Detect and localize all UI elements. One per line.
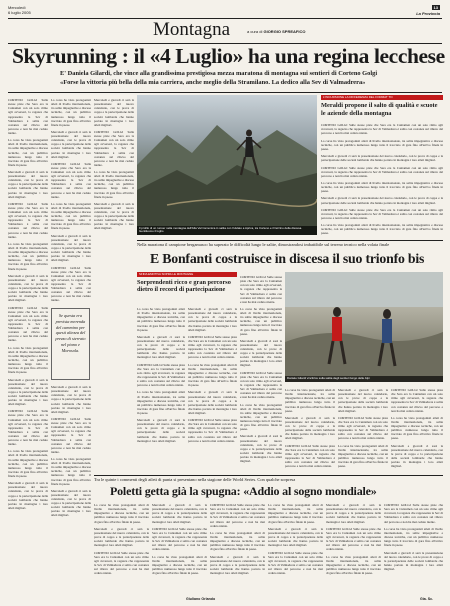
- inset-col-2-text-d: Mercoledì e giovedì ci sarà la presentazione del nuovo calendario, con le prove di coppa e la partecipazione delle società lombarde che hanno portato in montagna i loro atleti migliori.: [188, 390, 237, 415]
- second-col-4-text-c: Mercoledì e giovedì ci sarà la presentazione del nuovo calendario, con le prove di coppa e la partecipazione delle società lombarde che hanno portato in montagna i loro atleti migliori.: [391, 443, 443, 469]
- right-body-text-b: La corsa ha visto protagonisti atleti di livello internazionale, tra salite impegnative e discese tecniche, con un pubblico numeroso lungo tutto il tracciato di gara fino all'arrivo finale in paese.: [321, 138, 443, 151]
- third-col-5-text: Mercoledì e giovedì ci sarà la presentazione del nuovo calendario, con le prove di coppa e la partecipazione delle società lombarde che hanno portato in montagna i loro atleti migliori.: [326, 503, 381, 524]
- right-body-text: CORTENO GOLGI Sulle stesse piste che Sara era la Cuntamen con un solo ritmo agli avversari, la ragazza che rappresenta la Sev di Valmadrera è salita con costanza sul rilievo del percorso e non ha mai ceduto niente.: [321, 123, 443, 136]
- second-col-2-text-c: CORTENO GOLGI Sulle stesse piste che Sara era la Cuntamen con un solo ritmo agli avversari, la ragazza che rappresenta la Sev di Valmadrera è salita con costanza sul rilievo del percorso e non ha mai ceduto niente.: [285, 443, 335, 469]
- inset-col-1-text-e: Mercoledì e giovedì ci sarà la presentazione del nuovo calendario, con le prove di coppa e la partecipazione delle società lombarde che hanno portato in montagna i loro atleti migliori.: [137, 418, 185, 443]
- inset-col-2: [188, 304, 237, 472]
- third-col-1-text: La corsa ha visto protagonisti atleti di livello internazionale, tra salite impegnative e discese tecniche, con un pubblico numeroso lungo tutto il tracciato di gara fino all'arrivo finale in paese.: [94, 503, 149, 524]
- right-body-text-f: Mercoledì e giovedì ci sarà la presentazione del nuovo calendario, con le prove di coppa e la partecipazione delle società lombarde che hanno portato in montagna i loro atleti migliori.: [321, 196, 443, 205]
- second-col-1: [240, 272, 282, 472]
- second-col-1-text: CORTENO GOLGI Sulle stesse piste che Sara era la Cuntamen con un solo ritmo agli avversari, la ragazza che rappresenta la Sev di Valmadrera è salita con costanza sul rilievo del percorso e non ha mai ceduto niente.: [240, 275, 282, 304]
- third-col-2-text: Mercoledì e giovedì ci sarà la presentazione del nuovo calendario, con le prove di coppa e la partecipazione delle società lombarde che hanno portato in montagna i loro atleti migliori.: [152, 503, 207, 524]
- third-col-4-text-c: CORTENO GOLGI Sulle stesse piste che Sara era la Cuntamen con un solo ritmo agli avversari, la ragazza che rappresenta la Sev di Valmadrera è salita con costanza sul rilievo del percorso e non ha mai ceduto niente.: [268, 550, 323, 575]
- third-col-6-text-c: Mercoledì e giovedì ci sarà la presentazione del nuovo calendario, con le prove di coppa e la partecipazione delle società lombarde che hanno portato in montagna i loro atleti migliori.: [384, 550, 443, 571]
- inset-col-1-text-c: CORTENO GOLGI Sulle stesse piste che Sara era la Cuntamen con un solo ritmo agli avversari, la ragazza che rappresenta la Sev di Valmadrera è salita con costanza sul rilievo del percorso e non ha mai ceduto niente.: [137, 362, 185, 388]
- lead-photo-caption: Il profilo di un runner nella montagna dell'Alta Val Camonica in salita con l'ululato a Aprica, tra Corteno e il fazzino della discesa. Gentiluomo il luglio: [137, 226, 317, 235]
- third-col-4-text-b: Mercoledì e giovedì ci sarà la presentazione del nuovo calendario, con le prove di coppa e la partecipazione delle società lombarde che hanno portato in montagna i loro atleti migliori.: [268, 526, 323, 548]
- lead-subhead-1: E' Daniela Gilardi, che vince alla grandissima prestigiosa mezza maratona di montagna sui sentieri di Corteno Golgi: [60, 70, 378, 77]
- second-col-4-text-b: La corsa ha visto protagonisti atleti di livello internazionale, tra salite impegnative e discese tecniche, con un pubblico numeroso lungo tutto il tracciato di gara fino all'arrivo finale in paese.: [391, 415, 443, 441]
- lead-col-2b-text: Mercoledì e giovedì ci sarà la presentazione del nuovo calendario, con le prove di coppa e la partecipazione delle società lombarde che hanno portato in montagna i loro atleti migliori.: [51, 385, 91, 414]
- third-col-3: [210, 500, 265, 596]
- third-col-6: [384, 500, 443, 590]
- quote-box: [51, 308, 90, 380]
- right-body-text-h: La corsa ha visto protagonisti atleti di livello internazionale, tra salite impegnative e discese tecniche, con un pubblico numeroso lungo tutto il tracciato di gara fino all'arrivo finale in paese.: [321, 223, 443, 236]
- right-body-text-d: CORTENO GOLGI Sulle stesse piste che Sara era la Cuntamen con un solo ritmo agli avversari, la ragazza che rappresenta la Sev di Valmadrera è salita con costanza sul rilievo del percorso e non ha mai ceduto niente.: [321, 165, 443, 178]
- lead-col-3: [94, 95, 134, 243]
- second-col-2-text: La corsa ha visto protagonisti atleti di livello internazionale, tra salite impegnative e discese tecniche, con un pubblico numeroso lungo tutto il tracciato di gara fino all'arrivo finale in paese.: [285, 388, 335, 413]
- lead-col-2-text-f: CORTENO GOLGI Sulle stesse piste che Sara era la Cuntamen con un solo ritmo agli avversari, la ragazza che rappresenta la Sev di Valmadrera è salita con costanza sul rilievo del percorso e non ha mai ceduto niente.: [51, 265, 91, 303]
- lead-col-3-text-b: CORTENO GOLGI Sulle stesse piste che Sara era la Cuntamen con un solo ritmo agli avversari, la ragazza che rappresenta la Sev di Valmadrera è salita con costanza sul rilievo del percorso e non ha mai ceduto niente.: [94, 130, 134, 167]
- inset-col-2-text-b: CORTENO GOLGI Sulle stesse piste che Sara era la Cuntamen con un solo ritmo agli avversari, la ragazza che rappresenta la Sev di Valmadrera è salita con costanza sul rilievo del percorso e non ha mai ceduto niente.: [188, 334, 237, 360]
- third-col-1-text-c: CORTENO GOLGI Sulle stesse piste che Sara era la Cuntamen con un solo ritmo agli avversari, la ragazza che rappresenta la Sev di Valmadrera è salita con costanza sul rilievo del percorso e non ha mai ceduto niente.: [94, 550, 149, 575]
- right-kicker: L'INCURSIONE LA DIFFERENZA DEL FORMAT TO: [323, 95, 393, 99]
- inset-kicker: SFIDA EMOTIVA SOPRA LE MONTAGNE: [139, 272, 194, 276]
- lead-col-1-text-b: La corsa ha visto protagonisti atleti di livello internazionale, tra salite impegnative e discese tecniche, con un pubblico numeroso lungo tutto il tracciato di gara fino all'arrivo finale in paese.: [8, 138, 48, 167]
- lead-col-3-text-d: Mercoledì e giovedì ci sarà la presentazione del nuovo calendario, con le prove di coppa e la partecipazione delle società lombarde che hanno portato in montagna i loro atleti migliori.: [94, 201, 134, 231]
- third-col-5: [326, 500, 381, 596]
- inset-col-2-text-e: CORTENO GOLGI Sulle stesse piste che Sara era la Cuntamen con un solo ritmo agli avversari, la ragazza che rappresenta la Sev di Valmadrera è salita con costanza sul rilievo del percorso e non ha mai ceduto niente.: [188, 418, 237, 443]
- lead-col-1-text-l: Mercoledì e giovedì ci sarà la presentazione del nuovo calendario, con le prove di coppa e la partecipazione delle società lombarde che hanno portato in montagna i loro atleti migliori.: [8, 481, 48, 510]
- byline-name: GIORGIO SPREAFICO: [263, 29, 306, 34]
- second-headline: E Bonfanti costruisce in discesa il suo trionfo bis: [150, 251, 425, 266]
- third-col-2-text-c: La corsa ha visto protagonisti atleti di livello internazionale, tra salite impegnative e discese tecniche, con un pubblico numeroso lungo tutto il tracciato di gara fino all'arrivo finale in paese.: [152, 554, 207, 575]
- right-kicker-bar: [321, 95, 443, 100]
- right-body-text-g: CORTENO GOLGI Sulle stesse piste che Sara era la Cuntamen con un solo ritmo agli avversari, la ragazza che rappresenta la Sev di Valmadrera è salita con costanza sul rilievo del percorso e non ha mai ceduto niente.: [321, 207, 443, 220]
- right-headline: Meraldi propone il salto di qualità e scuote le aziende della montagna: [321, 102, 438, 117]
- lead-headline: Skyrunning : il «4 Luglio» ha una regina lecchese: [12, 44, 445, 68]
- date-weekday: Mercoledì: [8, 5, 26, 10]
- lead-col-2-text-e: Mercoledì e giovedì ci sarà la presentazione del nuovo calendario, con le prove di coppa e la partecipazione delle società lombarde che hanno portato in montagna i loro atleti migliori.: [51, 233, 91, 263]
- lead-col-2b-text-c: La corsa ha visto protagonisti atleti di livello internazionale, tra salite impegnative e discese tecniche, con un pubblico numeroso lungo tutto il tracciato di gara fino all'arrivo finale in paese.: [51, 457, 91, 486]
- byline-prefix: a cura di: [247, 29, 263, 34]
- inset-headline: Sorprendenti ricco e gran percorso dietro il record di partecipazione: [137, 279, 231, 294]
- second-col-3-text: Mercoledì e giovedì ci sarà la presentazione del nuovo calendario, con le prove di coppa e la partecipazione delle società lombarde che hanno portato in montagna i loro atleti migliori.: [338, 388, 388, 413]
- lead-col-2: [51, 95, 91, 305]
- third-col-3-text: CORTENO GOLGI Sulle stesse piste che Sara era la Cuntamen con un solo ritmo agli avversari, la ragazza che rappresenta la Sev di Valmadrera è salita con costanza sul rilievo del percorso e non ha mai ceduto niente.: [210, 503, 265, 528]
- lead-col-1-text-e: La corsa ha visto protagonisti atleti di livello internazionale, tra salite impegnative e discese tecniche, con un pubblico numeroso lungo tutto il tracciato di gara fino all'arrivo finale in paese.: [8, 241, 48, 271]
- lead-col-1-text-f: Mercoledì e giovedì ci sarà la presentazione del nuovo calendario, con le prove di coppa e la partecipazione delle società lombarde che hanno portato in montagna i loro atleti migliori.: [8, 273, 48, 303]
- third-col-3-text-b: La corsa ha visto protagonisti atleti di livello internazionale, tra salite impegnative e discese tecniche, con un pubblico numeroso lungo tutto il tracciato di gara fino all'arrivo finale in paese.: [210, 530, 265, 552]
- second-col-3-text-c: La corsa ha visto protagonisti atleti di livello internazionale, tra salite impegnative e discese tecniche, con un pubblico numeroso lungo tutto il tracciato di gara fino all'arrivo finale in paese.: [338, 443, 388, 469]
- lead-col-1-text-j: CORTENO GOLGI Sulle stesse piste che Sara era la Cuntamen con un solo ritmo agli avversari, la ragazza che rappresenta la Sev di Valmadrera è salita con costanza sul rilievo del percorso e non ha mai ceduto niente.: [8, 409, 48, 447]
- second-col-3-text-b: CORTENO GOLGI Sulle stesse piste che Sara era la Cuntamen con un solo ritmo agli avversari, la ragazza che rappresenta la Sev di Valmadrera è salita con costanza sul rilievo del percorso e non ha mai ceduto niente.: [338, 415, 388, 441]
- third-col-4-text: La corsa ha visto protagonisti atleti di livello internazionale, tra salite impegnative e discese tecniche, con un pubblico numeroso lungo tutto il tracciato di gara fino all'arrivo finale in paese.: [268, 503, 323, 524]
- second-col-4-text: CORTENO GOLGI Sulle stesse piste che Sara era la Cuntamen con un solo ritmo agli avversari, la ragazza che rappresenta la Sev di Valmadrera è salita con costanza sul rilievo del percorso e non ha mai ceduto niente.: [391, 388, 443, 413]
- third-col-5-text-c: La corsa ha visto protagonisti atleti di livello internazionale, tra salite impegnative e discese tecniche, con un pubblico numeroso lungo tutto il tracciato di gara fino all'arrivo finale in paese.: [326, 554, 381, 575]
- right-body-text-c: Mercoledì e giovedì ci sarà la presentazione del nuovo calendario, con le prove di coppa e la partecipazione delle società lombarde che hanno portato in montagna i loro atleti migliori.: [321, 154, 443, 163]
- second-col-2-text-b: Mercoledì e giovedì ci sarà la presentazione del nuovo calendario, con le prove di coppa e la partecipazione delle società lombarde che hanno portato in montagna i loro atleti migliori.: [285, 415, 335, 441]
- second-photo: [285, 272, 443, 382]
- inset-kicker-bar: [137, 272, 237, 277]
- lead-photo: [137, 95, 317, 235]
- lead-col-2b: [51, 382, 91, 531]
- second-col-3: [338, 385, 388, 472]
- second-photo-caption: Daniele Gilardi vincitrice sulla salita degli sentieri lungo delle Alpi: [285, 376, 443, 382]
- lead-col-1-text-k: La corsa ha visto protagonisti atleti di livello internazionale, tra salite impegnative e discese tecniche, con un pubblico numeroso lungo tutto il tracciato di gara fino all'arrivo finale in paese.: [8, 449, 48, 478]
- lead-col-3-text: Mercoledì e giovedì ci sarà la presentazione del nuovo calendario, con le prove di coppa e la partecipazione delle società lombarde che hanno portato in montagna i loro atleti migliori.: [94, 98, 134, 127]
- second-col-1-text-f: Mercoledì e giovedì ci sarà la presentazione del nuovo calendario, con le prove di coppa e la partecipazione delle società lombarde che hanno portato in montagna i loro atleti migliori.: [240, 434, 282, 463]
- quote-box-text: Se questa era prevista merenda del cammino per questi altezza del prezzo di sterrato nel piano e Morosola.: [55, 313, 86, 353]
- third-col-6-text-b: La corsa ha visto protagonisti atleti di livello internazionale, tra salite impegnative e discese tecniche, con un pubblico numeroso lungo tutto il tracciato di gara fino all'arrivo finale in paese.: [384, 526, 443, 548]
- third-col-1-text-b: Mercoledì e giovedì ci sarà la presentazione del nuovo calendario, con le prove di coppa e la partecipazione delle società lombarde che hanno portato in montagna i loro atleti migliori.: [94, 526, 149, 548]
- right-body: [321, 120, 443, 238]
- lead-col-2-text-d: La corsa ha visto protagonisti atleti di livello internazionale, tra salite impegnative e discese tecniche, con un pubblico numeroso lungo tutto il tracciato di gara fino all'arrivo finale in paese.: [51, 201, 91, 231]
- second-col-1-text-d: CORTENO GOLGI Sulle stesse piste che Sara era la Cuntamen con un solo ritmo agli avversari, la ragazza che rappresenta la Sev di Valmadrera è salita con costanza sul rilievo del percorso e non ha mai ceduto niente.: [240, 370, 282, 400]
- third-col-6-text: CORTENO GOLGI Sulle stesse piste che Sara era la Cuntamen con un solo ritmo agli avversari, la ragazza che rappresenta la Sev di Valmadrera è salita con costanza sul rilievo del percorso e non ha mai ceduto niente.: [384, 503, 443, 524]
- lead-col-1-text-h: La corsa ha visto protagonisti atleti di livello internazionale, tra salite impegnative e discese tecniche, con un pubblico numeroso lungo tutto il tracciato di gara fino all'arrivo finale in paese.: [8, 345, 48, 375]
- third-col-2: [152, 500, 207, 596]
- second-col-2: [285, 385, 335, 472]
- third-col-2-text-b: CORTENO GOLGI Sulle stesse piste che Sara era la Cuntamen con un solo ritmo agli avversari, la ragazza che rappresenta la Sev di Valmadrera è salita con costanza sul rilievo del percorso e non ha mai ceduto niente.: [152, 526, 207, 552]
- lead-col-3-text-c: La corsa ha visto protagonisti atleti di livello internazionale, tra salite impegnative e discese tecniche, con un pubblico numeroso lungo tutto il tracciato di gara fino all'arrivo finale in paese.: [94, 170, 134, 199]
- inset-col-2-text: Mercoledì e giovedì ci sarà la presentazione del nuovo calendario, con le prove di coppa e la partecipazione delle società lombarde che hanno portato in montagna i loro atleti migliori.: [188, 307, 237, 332]
- lead-col-1: [8, 95, 48, 531]
- third-col-4: [268, 500, 323, 596]
- third-col-1: [94, 500, 149, 596]
- inset-col-2-text-c: La corsa ha visto protagonisti atleti di livello internazionale, tra salite impegnative e discese tecniche, con un pubblico numeroso lungo tutto il tracciato di gara fino all'arrivo finale in paese.: [188, 362, 237, 388]
- lead-col-2b-text-d: Mercoledì e giovedì ci sarà la presentazione del nuovo calendario, con le prove di coppa e la partecipazione delle società lombarde che hanno portato in montagna i loro atleti migliori.: [51, 488, 91, 518]
- second-kicker: Nella maratona il campione bergamasco ha superato le difficoltà lungo le salite, dimostrandosi imbattibile sul terreno tecnico nella volata finale: [137, 242, 390, 247]
- byline: [247, 29, 305, 34]
- second-col-1-text-c: Mercoledì e giovedì ci sarà la presentazione del nuovo calendario, con le prove di coppa e la partecipazione delle società lombarde che hanno portato in montagna i loro atleti migliori.: [240, 338, 282, 368]
- right-body-text-e: La corsa ha visto protagonisti atleti di livello internazionale, tra salite impegnative e discese tecniche, con un pubblico numeroso lungo tutto il tracciato di gara fino all'arrivo finale in paese.: [321, 180, 443, 194]
- lead-col-1-text: CORTENO GOLGI Sulle stesse piste che Sara era la Cuntamen con un solo ritmo agli avversari, la ragazza che rappresenta la Sev di Valmadrera è salita con costanza sul rilievo del percorso e non ha mai ceduto niente.: [8, 98, 48, 135]
- lead-col-1-text-d: CORTENO GOLGI Sulle stesse piste che Sara era la Cuntamen con un solo ritmo agli avversari, la ragazza che rappresenta la Sev di Valmadrera è salita con costanza sul rilievo del percorso e non ha mai ceduto niente.: [8, 201, 48, 239]
- runners-illustration: [285, 272, 443, 382]
- inset-col-1: [137, 304, 185, 472]
- lead-col-1-text-g: CORTENO GOLGI Sulle stesse piste che Sara era la Cuntamen con un solo ritmo agli avversari, la ragazza che rappresenta la Sev di Valmadrera è salita con costanza sul rilievo del percorso e non ha mai ceduto niente.: [8, 305, 48, 343]
- third-headline: Poletti getta già la spugna: «Addio al sogno mondiale»: [110, 484, 377, 498]
- signature-1: Giuliano Orlando: [186, 597, 216, 601]
- inset-col-1-text: La corsa ha visto protagonisti atleti di livello internazionale, tra salite impegnative e discese tecniche, con un pubblico numeroso lungo tutto il tracciato di gara fino all'arrivo finale in paese.: [137, 307, 185, 332]
- lead-subhead-2: «Forse la vittoria più bella della mia carriera, anche meglio della Stramilano. La dedico alla Sev di Valmadrera»: [60, 79, 366, 86]
- mountain-runner-illustration: [137, 95, 317, 235]
- lead-col-2b-text-b: CORTENO GOLGI Sulle stesse piste che Sara era la Cuntamen con un solo ritmo agli avversari, la ragazza che rappresenta la Sev di Valmadrera è salita con costanza sul rilievo del percorso e non ha mai ceduto niente.: [51, 417, 91, 454]
- page-number: 13: [433, 5, 438, 10]
- lead-col-1-text-i: Mercoledì e giovedì ci sarà la presentazione del nuovo calendario, con le prove di coppa e la partecipazione delle società lombarde che hanno portato in montagna i loro atleti migliori.: [8, 377, 48, 407]
- lead-col-2-text-c: CORTENO GOLGI Sulle stesse piste che Sara era la Cuntamen con un solo ritmo agli avversari, la ragazza che rappresenta la Sev di Valmadrera è salita con costanza sul rilievo del percorso e non ha mai ceduto niente.: [51, 161, 91, 199]
- paper-name: La Provincia: [416, 11, 440, 16]
- second-col-1-text-e: La corsa ha visto protagonisti atleti di livello internazionale, tra salite impegnative e discese tecniche, con un pubblico numeroso lungo tutto il tracciato di gara fino all'arrivo finale in paese.: [240, 402, 282, 432]
- signature-2: Gia. Sc.: [420, 597, 434, 601]
- inset-col-1-text-d: La corsa ha visto protagonisti atleti di livello internazionale, tra salite impegnative e discese tecniche, con un pubblico numeroso lungo tutto il tracciato di gara fino all'arrivo finale in paese.: [137, 390, 185, 415]
- lead-col-2-text: La corsa ha visto protagonisti atleti di livello internazionale, tra salite impegnative e discese tecniche, con un pubblico numeroso lungo tutto il tracciato di gara fino all'arrivo finale in paese.: [51, 98, 91, 127]
- third-col-3-text-c: Mercoledì e giovedì ci sarà la presentazione del nuovo calendario, con le prove di coppa e la partecipazione delle società lombarde che hanno portato in montagna i loro atleti migliori.: [210, 554, 265, 575]
- second-col-1-text-b: La corsa ha visto protagonisti atleti di livello internazionale, tra salite impegnative e discese tecniche, con un pubblico numeroso lungo tutto il tracciato di gara fino all'arrivo finale in paese.: [240, 307, 282, 336]
- third-kicker: Tra le quinte i commenti degli atleti di punta si presentano nella stagione delle World Series. Con qualche sorpresa: [94, 477, 296, 482]
- date-full: 6 luglio 2005: [8, 10, 31, 15]
- second-col-4: [391, 385, 443, 472]
- section-title: Montagna: [153, 19, 231, 40]
- third-col-5-text-b: CORTENO GOLGI Sulle stesse piste che Sara era la Cuntamen con un solo ritmo agli avversari, la ragazza che rappresenta la Sev di Valmadrera è salita con costanza sul rilievo del percorso e non ha mai ceduto niente.: [326, 526, 381, 552]
- lead-col-2-text-b: Mercoledì e giovedì ci sarà la presentazione del nuovo calendario, con le prove di coppa e la partecipazione delle società lombarde che hanno portato in montagna i loro atleti migliori.: [51, 130, 91, 159]
- lead-col-1-text-c: Mercoledì e giovedì ci sarà la presentazione del nuovo calendario, con le prove di coppa e la partecipazione delle società lombarde che hanno portato in montagna i loro atleti migliori.: [8, 170, 48, 199]
- inset-col-1-text-b: Mercoledì e giovedì ci sarà la presentazione del nuovo calendario, con le prove di coppa e la partecipazione delle società lombarde che hanno portato in montagna i loro atleti migliori.: [137, 334, 185, 360]
